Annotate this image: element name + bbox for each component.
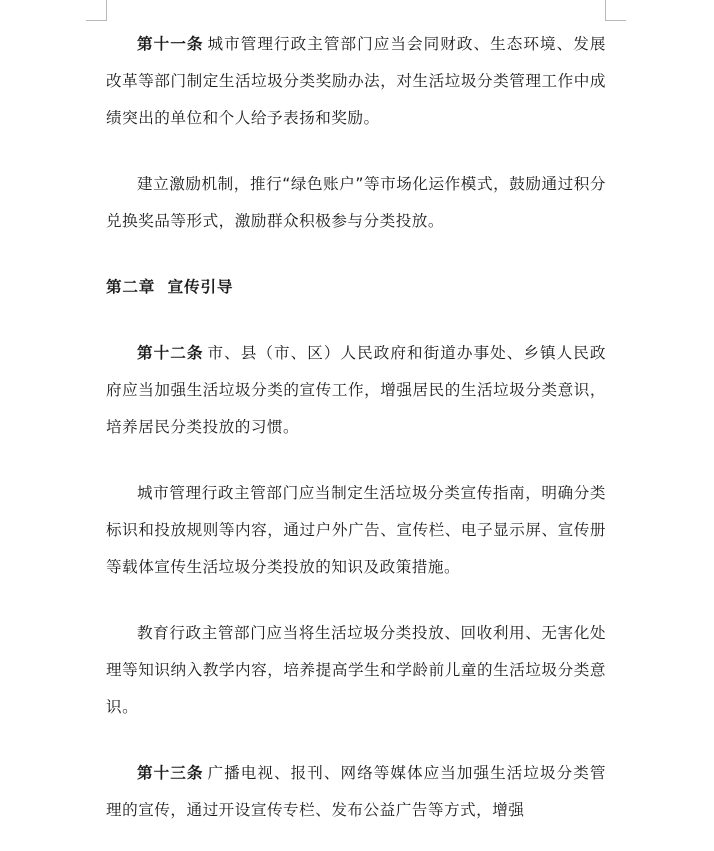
- publicity-guide-paragraph: [106, 475, 606, 586]
- article-11-number: 第十一条: [137, 35, 204, 53]
- incentive-paragraph: [106, 166, 606, 240]
- article-11-paragraph: [106, 26, 606, 137]
- education-text: 教育行政主管部门应当将生活垃圾分类投放、回收利用、无害化处理等知识纳入教学内容，培养提高学生和学龄前儿童的生活垃圾分类意识。: [106, 624, 606, 716]
- chapter-title: 宣传引导: [167, 278, 234, 296]
- incentive-text: 建立激励机制，推行“绿色账户”等市场化运作模式，鼓励通过积分兑换奖品等形式，激励群众积极参与分类投放。: [106, 175, 606, 230]
- document-body: [106, 26, 606, 829]
- article-11-text: 城市管理行政主管部门应当会同财政、生态环境、发展改革等部门制定生活垃圾分类奖励办法，对生活垃圾分类管理工作中成绩突出的单位和个人给予表扬和奖励。: [106, 35, 606, 127]
- top-right-crop-mark: [605, 0, 626, 21]
- article-13-text: 广播电视、报刊、网络等媒体应当加强生活垃圾分类管理的宣传，通过开设宣传专栏、发布公益广告等方式，增强: [106, 764, 606, 819]
- chapter-number: 第二章: [106, 278, 156, 296]
- article-12-paragraph: [106, 335, 606, 446]
- top-left-crop-mark: [86, 0, 107, 21]
- article-12-number: 第十二条: [137, 344, 204, 362]
- chapter-heading: [106, 269, 606, 306]
- education-paragraph: [106, 615, 606, 726]
- article-13-number: 第十三条: [137, 764, 204, 782]
- article-12-text: 市、县（市、区）人民政府和街道办事处、乡镇人民政府应当加强生活垃圾分类的宣传工作，增强居民的生活垃圾分类意识，培养居民分类投放的习惯。: [106, 344, 606, 436]
- publicity-guide-text: 城市管理行政主管部门应当制定生活垃圾分类宣传指南，明确分类标识和投放规则等内容，通过户外广告、宣传栏、电子显示屏、宣传册等载体宣传生活垃圾分类投放的知识及政策措施。: [106, 484, 606, 576]
- article-13-paragraph: [106, 755, 606, 829]
